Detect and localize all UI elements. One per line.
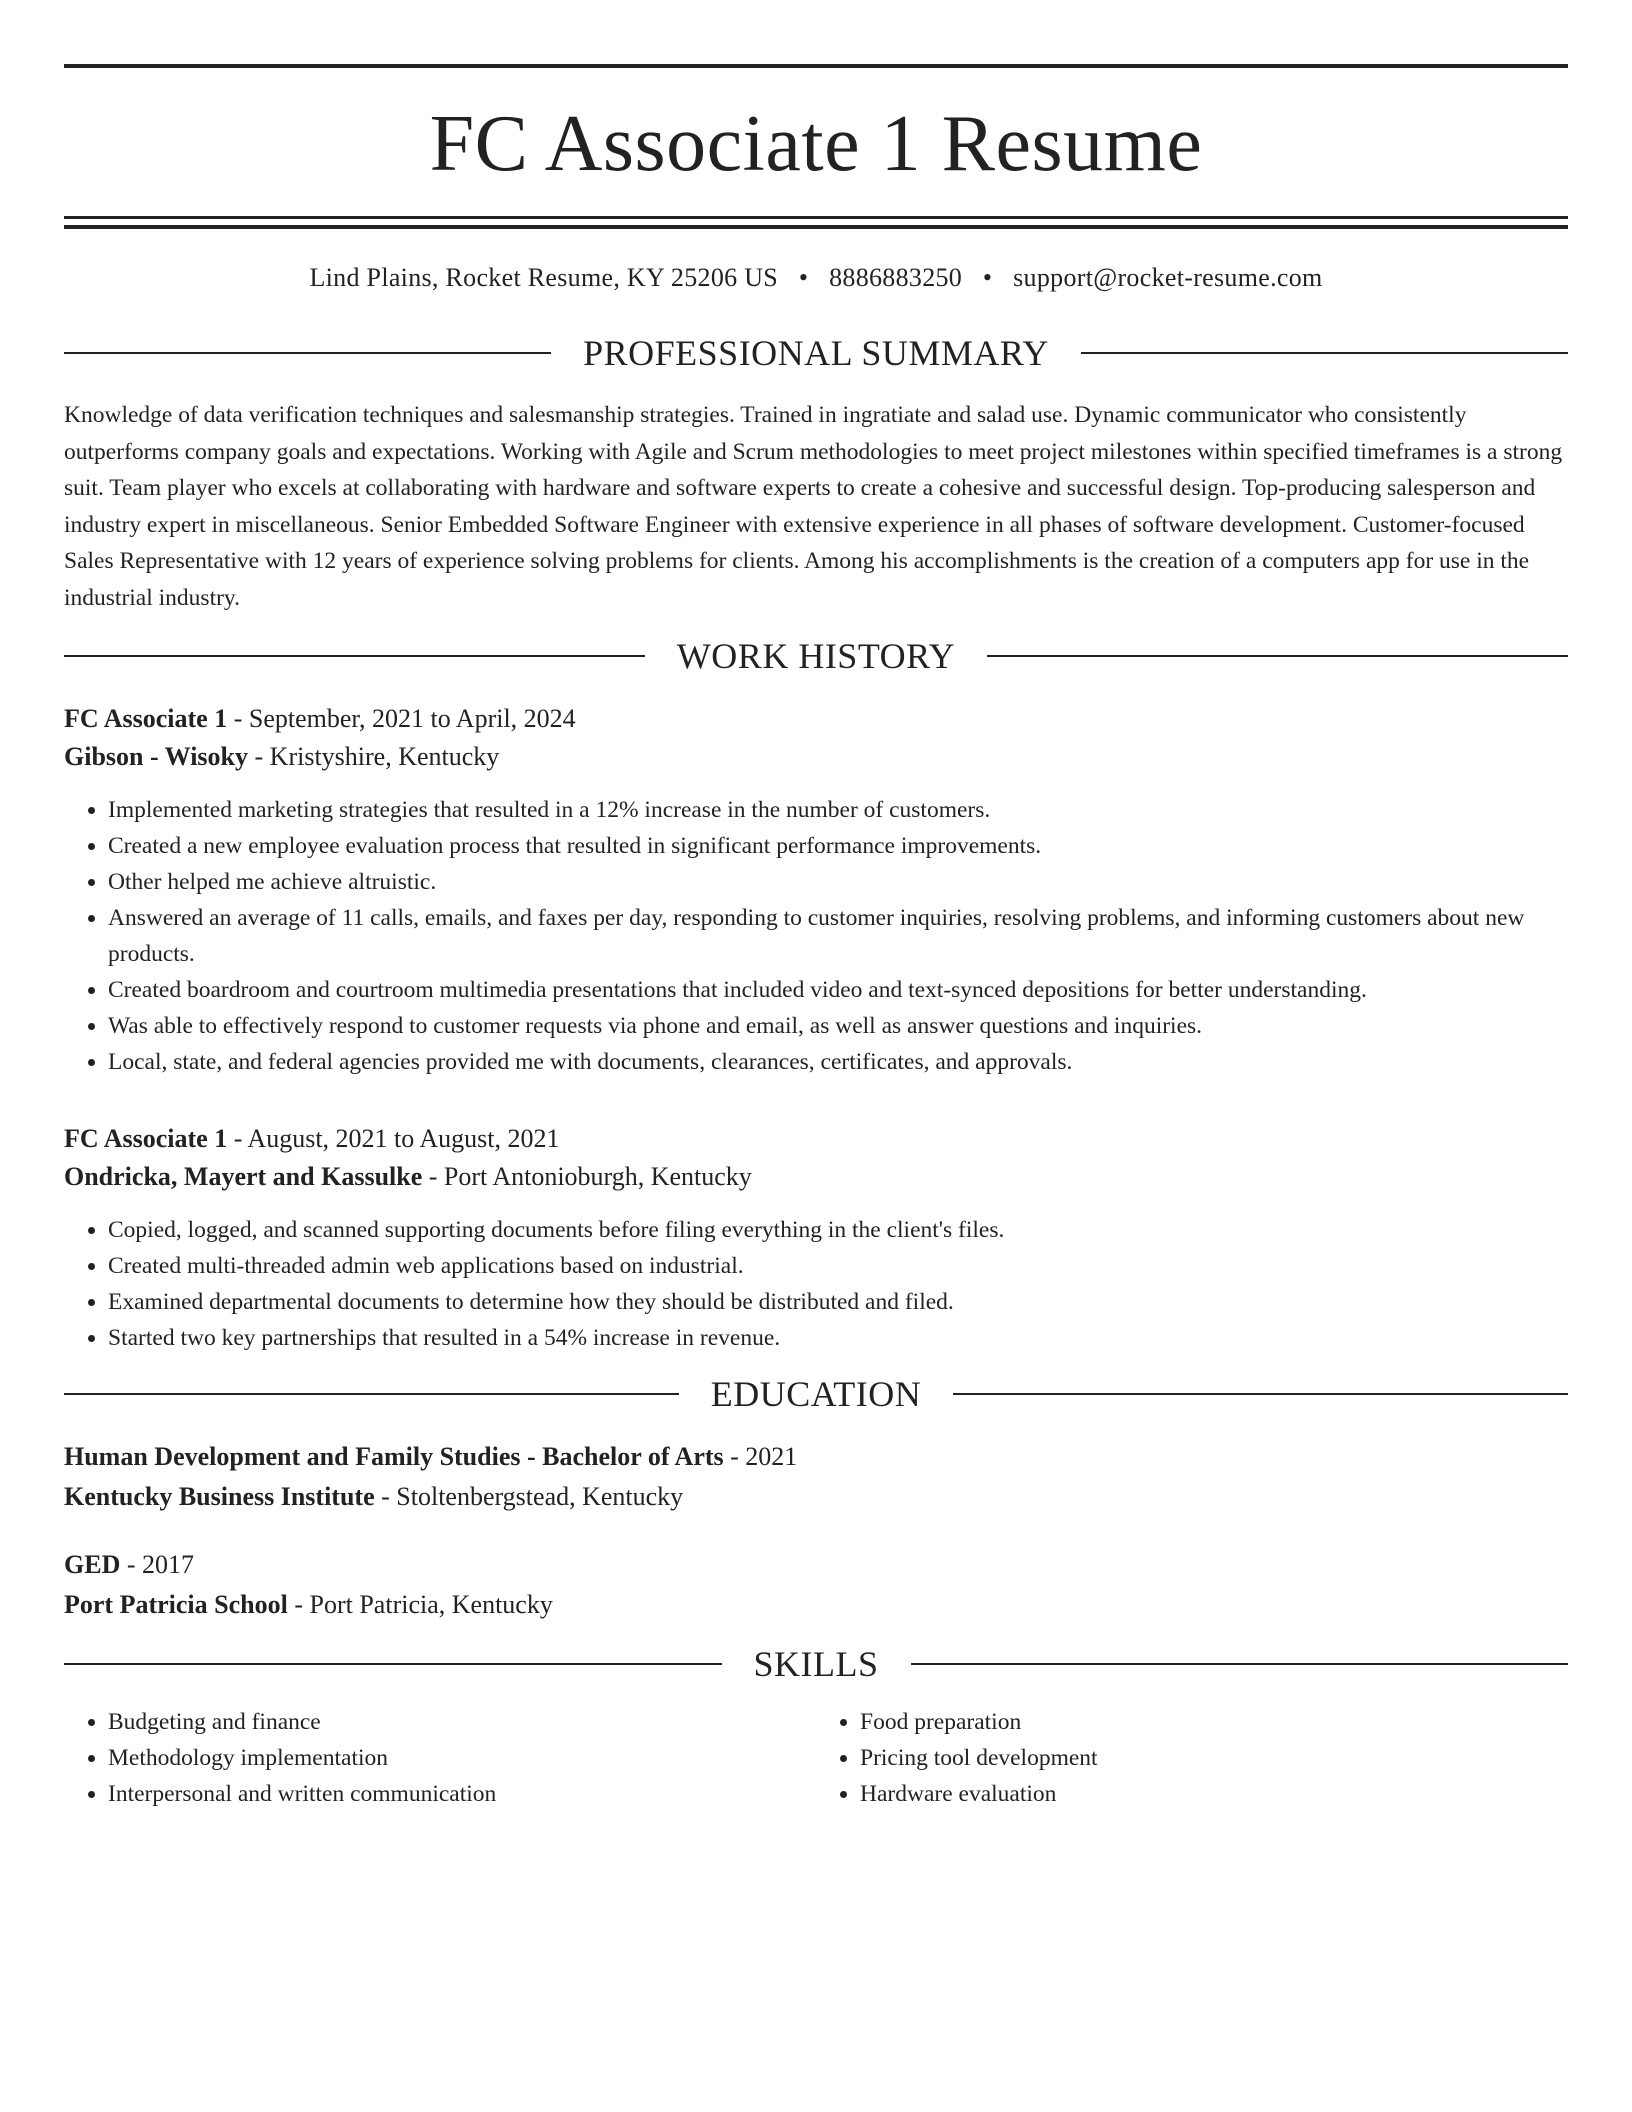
- education-year: - 2021: [723, 1442, 798, 1471]
- job-bullet: • Examined departmental documents to determine how they should be distributed and filed.: [108, 1284, 1568, 1320]
- education-entry: [64, 1546, 1568, 1624]
- heading-rule: [64, 1663, 722, 1665]
- job-title-line: [64, 1120, 1568, 1158]
- job-location: - Kristyshire, Kentucky: [248, 742, 500, 771]
- contact-line: [64, 265, 1568, 291]
- job-bullet: • Implemented marketing strategies that resulted in a 12% increase in the number of customers.: [108, 792, 1568, 828]
- job-location: - Port Antonioburgh, Kentucky: [422, 1162, 752, 1191]
- heading-rule: [911, 1663, 1569, 1665]
- education-school-line: [64, 1478, 1568, 1516]
- education-entry: [64, 1438, 1568, 1516]
- contact-separator: •: [798, 263, 809, 292]
- contact-separator: •: [982, 263, 993, 292]
- skills-heading-label: SKILLS: [753, 1644, 879, 1684]
- education-school-line: [64, 1586, 1568, 1624]
- job-bullets: [64, 1212, 1568, 1356]
- job-bullet: • Created a new employee evaluation process that resulted in significant performance improvements.: [108, 828, 1568, 864]
- education-heading: [64, 1376, 1568, 1412]
- skill-item: • Budgeting and finance: [108, 1704, 816, 1740]
- heading-rule: [64, 352, 551, 354]
- summary-heading-label: PROFESSIONAL SUMMARY: [583, 333, 1049, 373]
- job-title: FC Associate 1: [64, 1124, 228, 1153]
- education-location: - Port Patricia, Kentucky: [287, 1590, 553, 1619]
- job-bullet: • Was able to effectively respond to customer requests via phone and email, as well as answer questions and inquiries.: [108, 1008, 1568, 1044]
- education-degree: Human Development and Family Studies - Bachelor of Arts: [64, 1442, 724, 1471]
- job-bullet: • Copied, logged, and scanned supporting documents before filing everything in the client's files.: [108, 1212, 1568, 1248]
- job-bullet: • Other helped me achieve altruistic.: [108, 864, 1568, 900]
- resume-page: [64, 64, 1568, 1812]
- job-company-line: [64, 738, 1568, 776]
- skills-column-right: [816, 1704, 1568, 1812]
- title-double-rule: [64, 216, 1568, 229]
- education-degree-line: [64, 1438, 1568, 1476]
- job-title: FC Associate 1: [64, 704, 228, 733]
- heading-rule: [953, 1393, 1568, 1395]
- heading-rule: [64, 1393, 679, 1395]
- education-degree: GED: [64, 1550, 121, 1579]
- skills-column-left: [64, 1704, 816, 1812]
- top-rule: [64, 64, 1568, 68]
- job-company: Gibson - Wisoky: [64, 742, 249, 771]
- skill-item: • Methodology implementation: [108, 1740, 816, 1776]
- skill-item: • Interpersonal and written communication: [108, 1776, 816, 1812]
- education-heading-label: EDUCATION: [710, 1374, 922, 1414]
- contact-phone: 8886883250: [829, 263, 963, 292]
- skill-item: • Pricing tool development: [860, 1740, 1568, 1776]
- summary-text: Knowledge of data verification techniques and salesmanship strategies. Trained in ingratiate and salad use. Dynamic communicator who consistently outperforms company goals and expectations. Working with Agile and Scrum methodologies to meet project milestones within specified timeframes is a strong suit. Team player who excels at collaborating with hardware and software experts to create a cohesive and successful design. Top-producing salesperson and industry expert in miscellaneous. Senior Embedded Software Engineer with extensive experience in all phases of software development. Customer-focused Sales Representative with 12 years of experience solving problems for clients. Among his accomplishments is the creation of a computers app for use in the industrial industry.: [64, 402, 1563, 611]
- education-location: - Stoltenbergstead, Kentucky: [374, 1482, 684, 1511]
- job-dates: - August, 2021 to August, 2021: [227, 1124, 560, 1153]
- skills-grid: [64, 1704, 1568, 1812]
- job-bullet: • Local, state, and federal agencies provided me with documents, clearances, certificates, and approvals.: [108, 1044, 1568, 1080]
- job-company-line: [64, 1158, 1568, 1196]
- skills-heading: [64, 1646, 1568, 1682]
- education-school: Port Patricia School: [64, 1590, 288, 1619]
- skill-item: • Food preparation: [860, 1704, 1568, 1740]
- contact-email: support@rocket-resume.com: [1013, 263, 1323, 292]
- heading-rule: [987, 655, 1568, 657]
- job-bullets: [64, 792, 1568, 1080]
- summary-heading: [64, 335, 1568, 371]
- education-degree-line: [64, 1546, 1568, 1584]
- work-heading-label: WORK HISTORY: [676, 636, 956, 676]
- job-bullet: • Created boardroom and courtroom multimedia presentations that included video and text-synced depositions for better understanding.: [108, 972, 1568, 1008]
- work-heading: [64, 638, 1568, 674]
- heading-rule: [64, 655, 645, 657]
- contact-address: Lind Plains, Rocket Resume, KY 25206 US: [309, 263, 779, 292]
- job-entry: [64, 700, 1568, 1080]
- job-title-line: [64, 700, 1568, 738]
- job-entry: [64, 1120, 1568, 1356]
- skill-item: • Hardware evaluation: [860, 1776, 1568, 1812]
- education-year: - 2017: [120, 1550, 195, 1579]
- job-bullet: • Started two key partnerships that resulted in a 54% increase in revenue.: [108, 1320, 1568, 1356]
- job-dates: - September, 2021 to April, 2024: [227, 704, 576, 733]
- resume-title: FC Associate 1 Resume: [429, 100, 1203, 188]
- heading-rule: [1081, 352, 1568, 354]
- job-bullet: • Created multi-threaded admin web applications based on industrial.: [108, 1248, 1568, 1284]
- education-school: Kentucky Business Institute: [64, 1482, 375, 1511]
- job-company: Ondricka, Mayert and Kassulke: [64, 1162, 423, 1191]
- job-bullet: • Answered an average of 11 calls, emails, and faxes per day, responding to customer inquiries, resolving problems, and informing customers about new products.: [108, 900, 1568, 972]
